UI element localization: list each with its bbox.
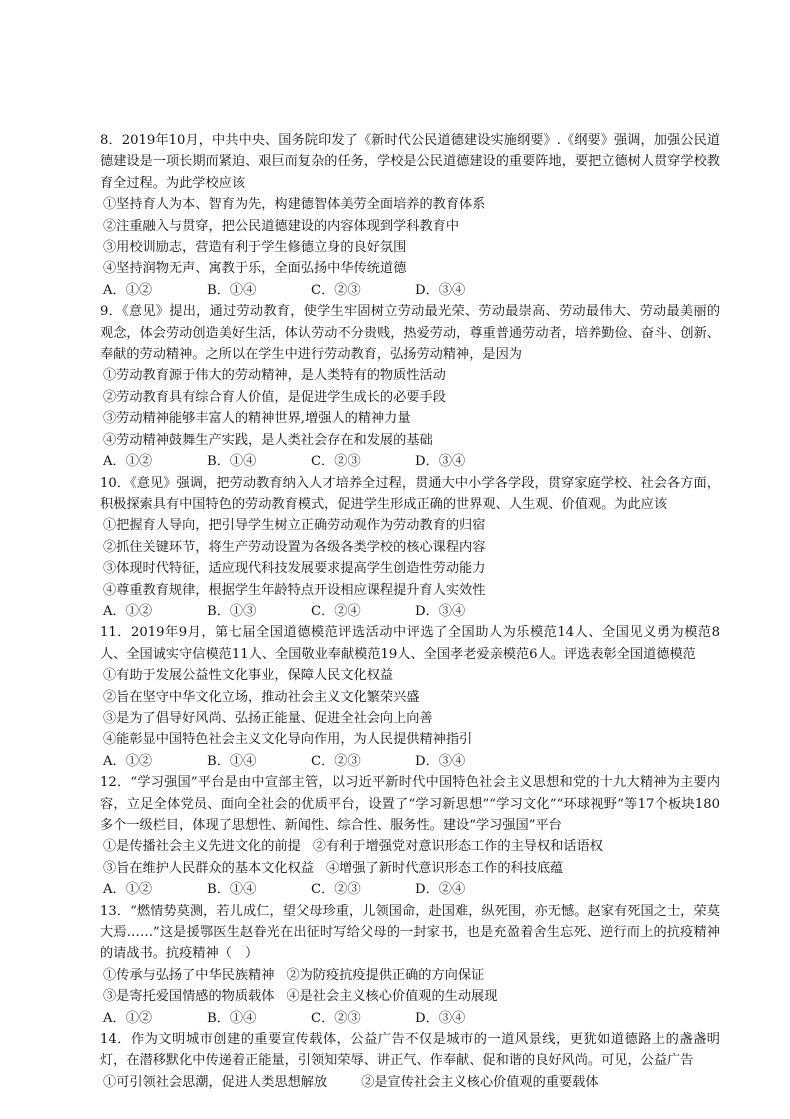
question-number: 8． — [100, 133, 122, 148]
question-14 — [100, 1029, 720, 1093]
option-2: ②抓住关键环节，将生产劳动设置为各级各类学校的核心课程内容 — [103, 539, 486, 555]
option-3: ③劳动精神能够丰富人的精神世界,增强人的精神力量 — [103, 411, 411, 427]
choice-c: C．②③ — [311, 282, 361, 298]
choice-a: A．①② — [103, 282, 153, 298]
question-stem: 2019年10月，中共中央、国务院印发了《新时代公民道德建设实施纲要》.《纲要》强调，加强公民道德建设是一项长期而紧迫、艰巨而复杂的任务，学校是公民道德建设的重要阵地，要把立德树人贯穿学校教育全过程。为此学校应该 — [100, 133, 721, 191]
choice-d: D．③④ — [415, 753, 466, 769]
question-number: 9． — [100, 304, 123, 320]
option-3: ③体现时代特征，适应现代科技发展要求提高学生创造性劳动能力 — [103, 561, 486, 577]
answer-choices — [100, 601, 720, 622]
choice-a: A．①② — [103, 1010, 153, 1026]
option-4: ④增强了新时代意识形态工作的科技底蕴 — [326, 860, 564, 876]
option-4: ④是社会主义核心价值观的生动展现 — [286, 989, 498, 1005]
choice-b: B．①④ — [207, 1010, 257, 1026]
option-1: ①有助于发展公益性文化事业，保障人民文化权益 — [103, 668, 394, 684]
option-1: ①是传播社会主义先进文化的前提 — [103, 839, 301, 855]
choice-d: D．③④ — [415, 603, 466, 619]
choice-d: D．③④ — [415, 282, 466, 298]
choice-b: B．①③ — [207, 603, 257, 619]
option-2: ②是宣传社会主义核心价值观的重要载体 — [361, 1074, 599, 1090]
option-3: ③是为了倡导好风尚、弘扬正能量、促进全社会向上向善 — [103, 710, 433, 726]
option-3: ③旨在维护人民群众的基本文化权益 — [103, 860, 314, 876]
option-row — [100, 986, 720, 1007]
option-row — [100, 858, 720, 879]
answer-choices — [100, 751, 720, 772]
option-row — [100, 1072, 720, 1093]
choice-a: A．①② — [103, 753, 153, 769]
choice-b: B．①④ — [207, 282, 257, 298]
question-stem: 2019年9月，第七届全国道德模范评选活动中评选了全国助人为乐模范14人、全国见义勇为模范8人、全国诚实守信模范11人、全国敬业奉献模范19人、全国孝老爱亲模范6人。评选表彰全国道德模范 — [100, 625, 720, 662]
question-number: 12． — [100, 775, 131, 791]
choice-a: A．①② — [103, 603, 153, 619]
answer-choices — [100, 879, 720, 900]
question-stem: 《意见》提出，通过劳动教育，使学生牢固树立劳动最光荣、劳动最崇高、劳动最伟大、劳动最美丽的观念，体会劳动创造美好生活，体认劳动不分贵贱，热爱劳动，尊重普通劳动者，培养勤俭、奋斗、创新、奉献的劳动精神。之所以在学生中进行劳动教育，弘扬劳动精神，是因为 — [100, 304, 721, 363]
option-3: ③是寄托爱国情感的物质载体 — [103, 989, 275, 1005]
choice-c: C．②③ — [311, 753, 361, 769]
option-2: ②劳动教育具有综合育人价值，是促进学生成长的必要手段 — [103, 389, 446, 405]
choice-d: D．②④ — [415, 882, 466, 898]
choice-a: A．①② — [103, 454, 153, 470]
question-stem: “燃情势莫测，若儿成仁，望父母珍重，儿领国命，赴国难，纵死围，亦无憾。赵家有死国之士，荣莫大焉……”这是援鄂医生赵眷光在出征时写给父母的一封家书，也是充盈着舍生忘死、逆行而上的抗疫精神的请战书。抗疫精神（ ） — [100, 903, 720, 962]
question-number: 14． — [100, 1032, 132, 1048]
choice-c: C．②③ — [311, 1010, 361, 1026]
choice-b: B．①④ — [207, 454, 257, 470]
option-4: ④坚持润物无声、寓教于乐，全面弘扬中华传统道德 — [103, 261, 407, 277]
option-2: ②注重融入与贯穿，把公民道德建设的内容体现到学科教育中 — [103, 218, 460, 234]
choice-c: C．②④ — [311, 603, 361, 619]
option-4: ④能彰显中国特色社会主义文化导向作用，为人民提供精神指引 — [103, 732, 473, 748]
option-1: ①劳动教育源于伟大的劳动精神，是人类特有的物质性活动 — [103, 368, 446, 384]
choice-d: D．③④ — [415, 454, 466, 470]
option-2: ②旨在坚守中华文化立场，推动社会主义文化繁荣兴盛 — [103, 689, 420, 705]
option-1: ①把握育人导向，把引导学生树立正确劳动观作为劳动教育的归宿 — [103, 518, 486, 534]
option-row — [100, 836, 720, 857]
choice-c: C．②③ — [311, 882, 361, 898]
exam-page — [100, 130, 720, 1093]
question-stem: “学习强国”平台是由中宣部主管，以习近平新时代中国特色社会主义思想和党的十九大精神为主要内容，立足全体党员、面向全社会的优质平台，设置了“学习新思想”“学习文化”“环球视野”等17个板块180多个一级栏目，体现了思想性、新闻性、综合性、服务性。建设“学习强国”平台 — [100, 775, 721, 833]
question-number: 10． — [100, 475, 131, 491]
question-10 — [100, 473, 720, 623]
option-1: ①可引领社会思潮，促进人类思想解放 — [103, 1074, 328, 1090]
question-number: 11． — [100, 625, 131, 641]
choice-c: C．②③ — [311, 454, 361, 470]
option-row — [100, 965, 720, 986]
answer-choices — [100, 1008, 720, 1029]
question-stem: 作为文明城市创建的重要宣传载体，公益广告不仅是城市的一道风景线，更犹如道德路上的盏盏明灯，在潜移默化中传递着正能量，引领知荣辱、讲正气、作奉献、促和谐的良好风尚。可见，公益广告 — [100, 1032, 720, 1069]
choice-a: A．①② — [103, 882, 153, 898]
question-9 — [100, 301, 720, 472]
option-2: ②有利于增强党对意识形态工作的主导权和话语权 — [312, 839, 603, 855]
question-stem: 《意见》强调，把劳动教育纳入人才培养全过程，贯通大中小学各学段，贯穿家庭学校、社会各方面，积极探索具有中国特色的劳动教育模式，促进学生形成正确的世界观、人生观、价值观。为此应该 — [100, 475, 720, 512]
choice-b: B．①④ — [207, 753, 257, 769]
choice-d: D．③④ — [415, 1010, 466, 1026]
option-4: ④尊重教育规律，根据学生年龄特点开设相应课程提升育人实效性 — [103, 582, 486, 598]
question-13 — [100, 901, 720, 1029]
question-number: 13． — [100, 903, 131, 919]
option-1: ①坚持育人为本、智育为先，构建德智体美劳全面培养的教育体系 — [103, 197, 486, 213]
answer-choices — [100, 451, 720, 472]
answer-choices — [100, 280, 720, 301]
option-1: ①传承与弘扬了中华民族精神 — [103, 967, 275, 983]
question-11 — [100, 622, 720, 772]
choice-b: B．①④ — [207, 882, 257, 898]
option-4: ④劳动精神鼓舞生产实践，是人类社会存在和发展的基础 — [103, 432, 433, 448]
question-8 — [100, 130, 720, 301]
question-12 — [100, 772, 720, 900]
option-3: ③用校训励志，营造有利于学生修德立身的良好氛围 — [103, 240, 407, 256]
option-2: ②为防疫抗疫提供正确的方向保证 — [286, 967, 485, 983]
